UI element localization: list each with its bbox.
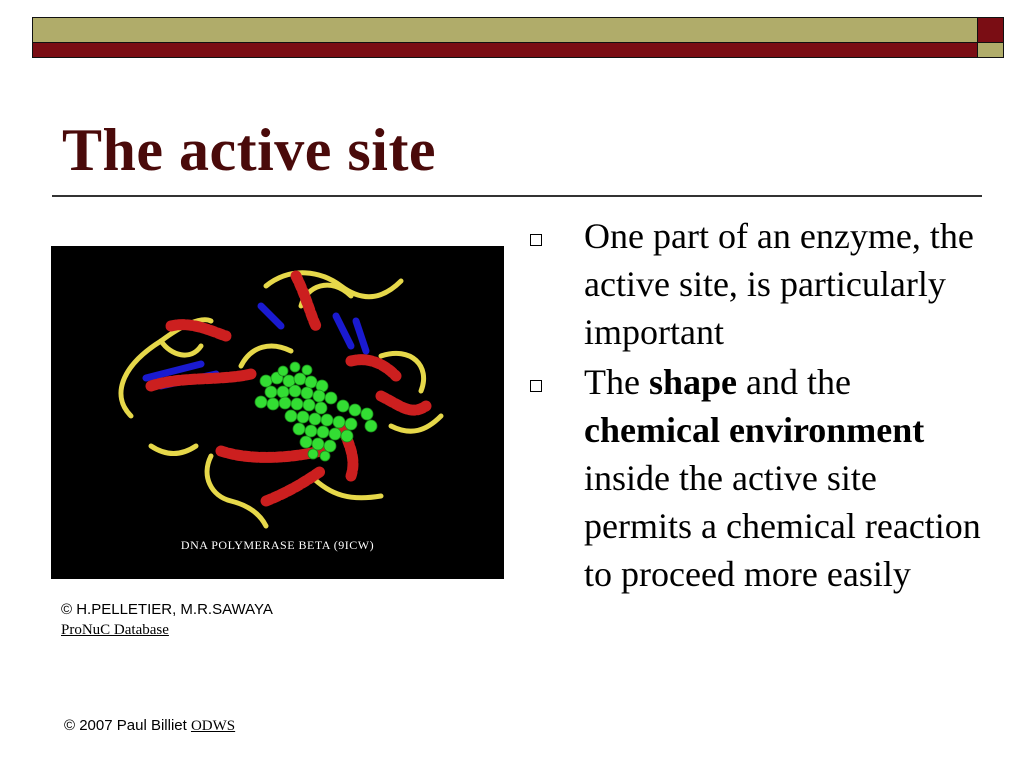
header-bar-olive	[32, 17, 978, 43]
slide-title: The active site	[62, 117, 437, 183]
header-corner-red	[977, 17, 1004, 43]
bullet-item	[522, 212, 992, 356]
bullet-item	[522, 358, 992, 598]
bullet-text-segment: and the	[737, 362, 851, 402]
bullet-square-icon	[530, 234, 542, 246]
bullet-square-icon	[530, 380, 542, 392]
bullet-text-segment: inside the active site permits a chemical reaction to proceed more easily	[584, 458, 981, 594]
bullet-text-segment: The	[584, 362, 649, 402]
pronuc-database-link[interactable]: ProNuC Database	[61, 622, 169, 638]
title-divider	[52, 195, 982, 197]
footer-text: © 2007 Paul Billiet	[64, 717, 191, 734]
odws-link[interactable]: ODWS	[190, 718, 236, 734]
header-bar-red	[32, 42, 978, 58]
image-credit: © H.PELLETIER, M.R.SAWAYA	[61, 601, 273, 618]
bullet-text: One part of an enzyme, the active site, is particularly important	[584, 216, 974, 352]
footer-copyright	[64, 717, 235, 735]
protein-ribbon-drawing	[51, 246, 504, 579]
bullet-list	[522, 212, 992, 600]
figure-caption: DNA POLYMERASE BETA (9ICW)	[180, 538, 375, 552]
header-corner-olive	[977, 42, 1004, 58]
bullet-text	[584, 358, 992, 598]
bold-term-shape: shape	[648, 362, 737, 402]
protein-structure-image	[51, 246, 504, 579]
bold-term-chemical-environment: chemical environment	[584, 410, 925, 450]
